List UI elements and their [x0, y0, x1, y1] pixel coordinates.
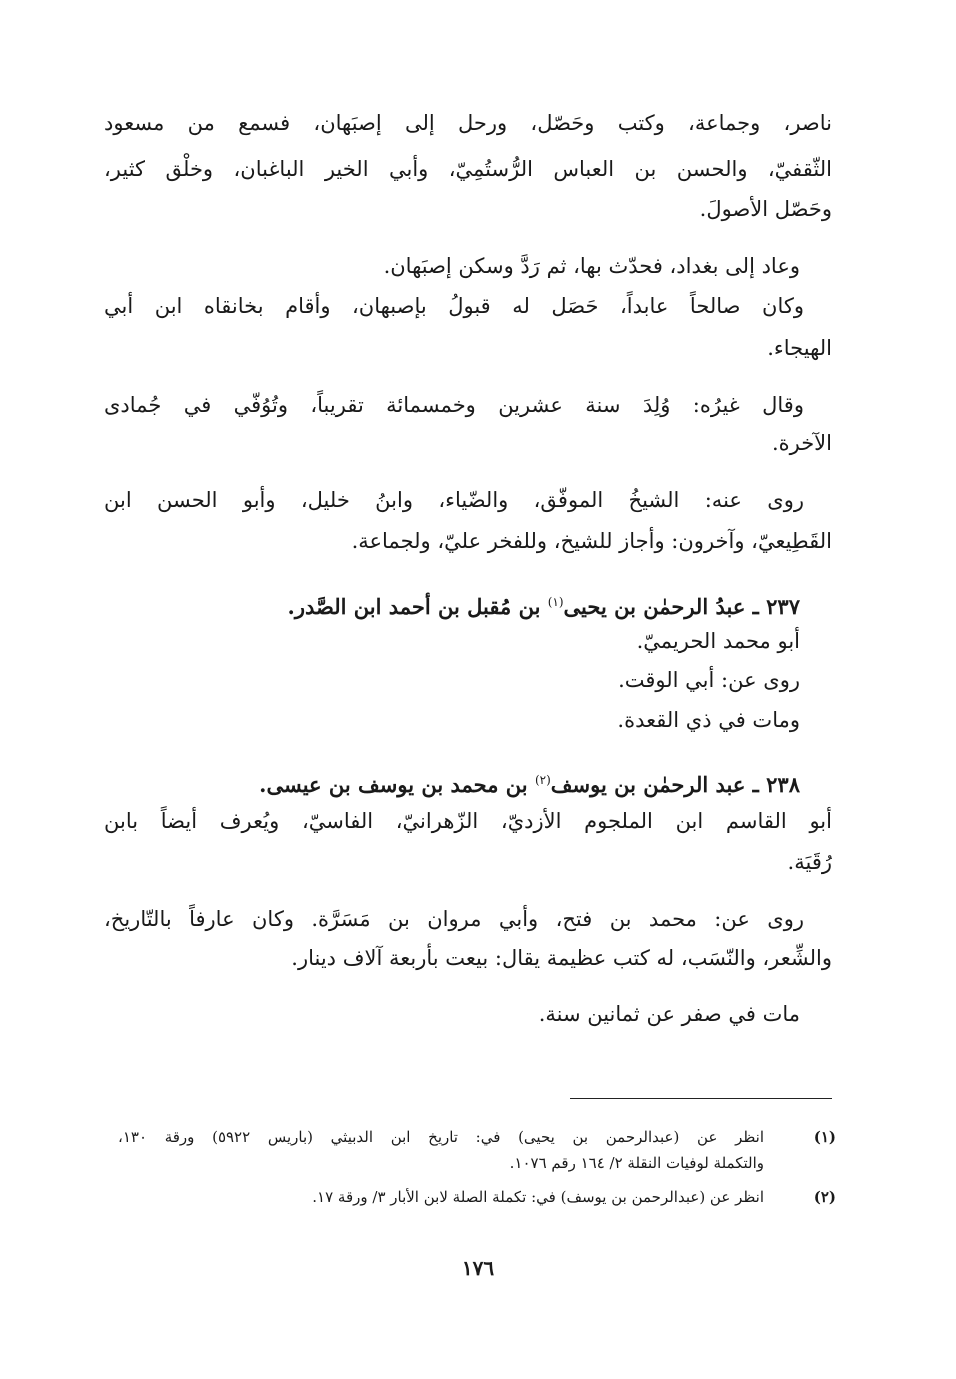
text-line: أبو محمد الحريميّ. — [636, 629, 800, 653]
text-line: الهيجاء. — [767, 336, 832, 360]
text-line: وقال غيرُه: وُلِدَ سنة عشرين وخمسمائة تقريباً، وتُوُفّي في جُمادى — [104, 393, 804, 417]
text-line: روى عنه: الشيخُ الموفّق، والضّياء، وابنُ خليل، وأبو الحسن ابن — [104, 488, 804, 512]
text-line: أبو القاسم ابن الملجوم الأزديّ، الزّهرانيّ، الفاسيّ، ويُعرف أيضاً بابن — [104, 809, 832, 833]
text-line: روى عن: محمد بن فتح، وأبي مروان بن مَسَرَّة. وكان عارفاً بالتّاريخ، — [104, 907, 804, 931]
text-line: ناصر، وجماعة، وكتب وحَصّل، ورحل إلى إصبَهان، فسمع من مسعود — [104, 111, 832, 135]
text-line: القَطِيعيّ، وآخرون: وأجاز للشيخ، وللفخر عليّ، ولجماعة. — [351, 529, 832, 553]
text-line: ومات في ذي القعدة. — [617, 708, 800, 732]
text-line: وعاد إلى بغداد، فحدّث بها، ثم رَدَّ وسكن إصبَهان. — [383, 254, 800, 278]
text-line: مات في صفر عن ثمانين سنة. — [538, 1002, 800, 1026]
page-number: ١٧٦ — [461, 1256, 495, 1280]
entry-heading-237 — [288, 587, 800, 622]
text-line: وكان صالحاً عابداً، حَصَل له قبولُ بإصبهان، وأقام بخانقاه ابن أبي — [104, 294, 804, 318]
footnote-line: والتكملة لوفيات النقلة ٢/ ١٦٤ رقم ١٠٧٦. — [509, 1154, 764, 1172]
footnote-ref: (٢) — [534, 773, 551, 787]
footnote-line: انظر عن (عبدالرحمن بن يحيى) في: تاريخ ابن الدبيثي (باريس ٥٩٢٢) ورقة ١٣٠، — [118, 1128, 764, 1146]
text-line: روى عن: أبي الوقت. — [618, 668, 800, 692]
footnote-line: انظر عن (عبدالرحمن بن يوسف) في: تكملة الصلة لابن الأبار ٣/ ورقة ١٧. — [312, 1188, 764, 1206]
footnote-rule — [570, 1098, 832, 1099]
heading-text: ٢٣٨ ـ عبد الرحمٰن بن يوسف — [550, 772, 800, 797]
text-line: وحَصّل الأصولَ. — [699, 197, 832, 221]
text-line: الآخرة. — [771, 431, 832, 455]
entry-heading-238 — [259, 765, 800, 800]
footnote-number: (٢) — [813, 1188, 836, 1206]
text-line: والشِّعر، والنّسَب، له كتب عظيمة يقال: بيعت بأربعة آلاف دينار. — [291, 946, 832, 970]
heading-text: بن محمد بن يوسف بن عيسى. — [259, 772, 535, 797]
text-line: الثّقفيّ، والحسن بن العباس الرُّستُمِيّ، وأبي الخير الباغبان، وخلْق كثير، — [104, 157, 832, 181]
heading-text: بن مُقبل بن أحمد ابن الصَّدر. — [287, 594, 548, 619]
footnote-ref: (١) — [547, 595, 564, 609]
heading-text: ٢٣٧ ـ عبدُ الرحمٰن بن يحيى — [563, 594, 800, 619]
text-line: رُقَيَة. — [787, 850, 832, 874]
footnote-number: (١) — [813, 1128, 836, 1146]
